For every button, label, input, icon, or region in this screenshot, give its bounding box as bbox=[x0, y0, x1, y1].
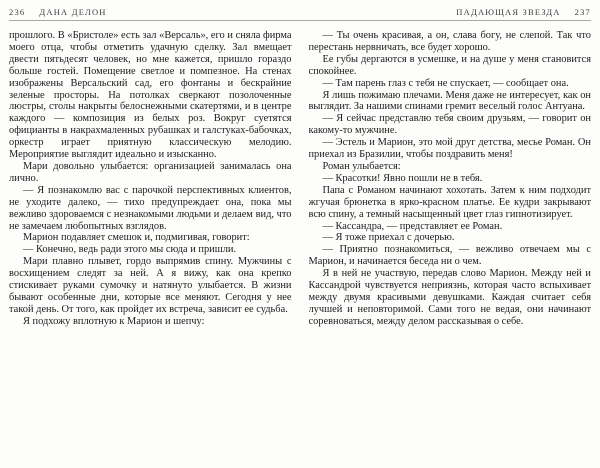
page-number-left: 236 bbox=[9, 7, 26, 17]
paragraph: Я подхожу вплотную к Марион и шепчу: bbox=[23, 315, 205, 327]
paragraph: Роман улыбается: bbox=[322, 160, 401, 172]
text-columns bbox=[9, 30, 591, 468]
paragraph: Я лишь пожимаю плечами. Меня даже не интересует, как он выглядит. За нашими спинами гремит веселый голос Антуана. bbox=[308, 89, 591, 113]
paragraph: — Я сейчас представлю тебя своим друзьям, — говорит он какому-то мужчине. bbox=[308, 113, 591, 137]
paragraph: Мари плавно плывет, гордо выпрямив спину. Мужчины с восхищением следят за ней. А я вижу, как она крепко стискивает руками сумочку и натянуто улыбается. В жизни бывают особенные дни, которые все меняют. Сегодня у нее такой день. От того, как пройдет их встреча, зависит ее судьба. bbox=[9, 256, 292, 315]
paragraph: Ее губы дергаются в усмешке, и на душе у меня становится спокойнее. bbox=[308, 53, 591, 77]
paragraph: Марион подавляет смешок и, подмигивая, говорит: bbox=[23, 232, 250, 244]
page-number-right: 237 bbox=[574, 7, 591, 17]
running-title-author: ДАНА ДЕЛОН bbox=[39, 7, 107, 17]
header-left bbox=[9, 7, 107, 17]
paragraph: — Приятно познакомиться, — вежливо отвечаем мы с Марион, и начинается беседа ни о чем. bbox=[308, 244, 591, 268]
left-page-text-column bbox=[9, 30, 292, 468]
paragraph: — Конечно, ведь ради этого мы сюда и пришли. bbox=[23, 244, 237, 256]
paragraph: прошлого. В «Бристоле» есть зал «Версаль», его и сняла фирма моего отца, чтобы отметить удачную сделку. Зал вмещает двести пятьдесят человек, но мне кажется, пришло гораздо больше гостей. Помещение светлое и помпезное. На стенах изображены Версальский сад, его фонтаны и бескрайние зеленые просторы. На потолках сверкают позолоченные люстры, столы накрыты белоснежными скатертями, и в центре каждого — композиция из белых роз. Вокруг суетятся официанты в накрахмаленных рубашках и галстуках-бабочках, оркестр играет приятную классическую мелодию. Мероприятие выглядит идеально и изысканно. bbox=[9, 30, 292, 161]
right-page-text-column bbox=[309, 30, 592, 468]
page-header bbox=[9, 7, 591, 17]
paragraph: — Ты очень красивая, а он, слава богу, не слепой. Так что перестань нервничать, все будет хорошо. bbox=[308, 30, 591, 53]
header-right bbox=[456, 7, 591, 17]
paragraph: Мари довольно улыбается: организацией занималась она лично. bbox=[9, 160, 292, 184]
paragraph: — Кассандра, — представляет ее Роман. bbox=[322, 220, 503, 232]
running-title-book: ПАДАЮЩАЯ ЗВЕЗДА bbox=[456, 7, 561, 17]
paragraph: — Эстель и Марион, это мой друг детства, месье Роман. Он приехал из Бразилии, чтобы поздравить меня! bbox=[308, 137, 591, 161]
paragraph: — Я тоже приехал с дочерью. bbox=[322, 232, 455, 244]
paragraph: — Красотки! Явно пошли не в тебя. bbox=[322, 172, 483, 184]
paragraph: — Я познакомлю вас с парочкой перспективных клиентов, не уходите далеко, — тихо предупреждает она, пока мы вежливо здороваемся с незнакомыми людьми и делаем вид, что не замечаем любопытных взглядов. bbox=[9, 184, 292, 232]
paragraph: Папа с Романом начинают хохотать. Затем к ним подходит жгучая брюнетка в ярко-красном платье. Ее кудри закрывают всю спину, а темный насыщенный цвет глаз гипнотизирует. bbox=[308, 184, 591, 220]
paragraph: Я в ней не участвую, передав слово Марион. Между ней и Кассандрой чувствуется неприязнь, которая часто вспыхивает между двумя красивыми девушками. Каждая считает себя лучшей и неповторимой. Сами того не ведая, они начинают соревноваться, между делом рассказывая о себе. bbox=[308, 268, 591, 327]
header-divider bbox=[9, 20, 591, 21]
paragraph: — Там парень глаз с тебя не спускает, — сообщает она. bbox=[322, 77, 569, 89]
